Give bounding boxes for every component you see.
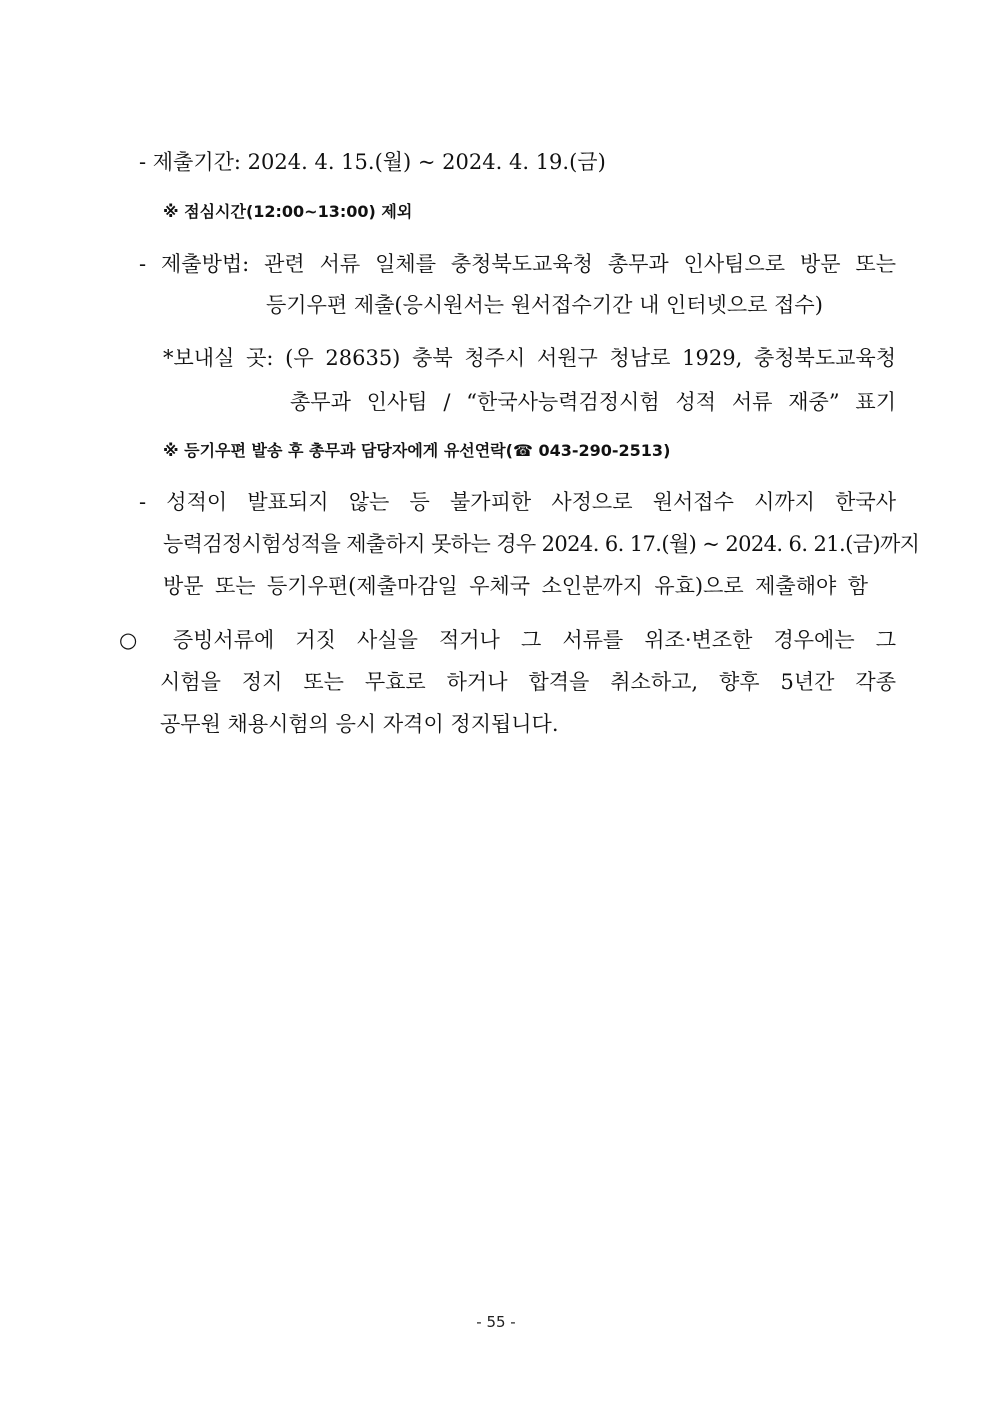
page-number: - 55 - [476,1313,516,1331]
late-submission-line-3: 방문 또는 등기우편(제출마감일 우체국 소인분까지 유효)으로 제출해야 함 [163,574,868,598]
submission-method-line-1: - 제출방법: 관련 서류 일체를 충청북도교육청 총무과 인사팀으로 방문 또는 [139,252,896,276]
late-submission-line-2: 능력검정시험성적을 제출하지 못하는 경우 2024. 6. 17.(월) ~ 2024. 6. 21.(금)까지 [163,532,920,556]
false-document-warning-line-3: 공무원 채용시험의 응시 자격이 정지됩니다. [160,712,559,736]
lunch-time-note: ※ 점심시간(12:00∼13:00) 제외 [163,202,413,221]
late-submission-line-1: - 성적이 발표되지 않는 등 불가피한 사정으로 원서접수 시까지 한국사 [139,490,896,514]
registered-mail-contact-note: ※ 등기우편 발송 후 총무과 담당자에게 유선연락(☎ 043-290-2513) [163,441,671,460]
false-document-warning-line-1: ○ 증빙서류에 거짓 사실을 적거나 그 서류를 위조·변조한 경우에는 그 [119,628,896,652]
mailing-address-line-1: *보내실 곳: (우 28635) 충북 청주시 서원구 청남로 1929, 충청북도교육청 [163,346,896,370]
submission-period-line: - 제출기간: 2024. 4. 15.(월) ~ 2024. 4. 19.(금) [139,150,606,174]
submission-method-line-2: 등기우편 제출(응시원서는 원서접수기간 내 인터넷으로 접수) [266,293,823,317]
mailing-address-line-2: 총무과 인사팀 / “한국사능력검정시험 성적 서류 재중” 표기 [290,390,896,414]
false-document-warning-line-2: 시험을 정지 또는 무효로 하거나 합격을 취소하고, 향후 5년간 각종 [160,670,896,694]
